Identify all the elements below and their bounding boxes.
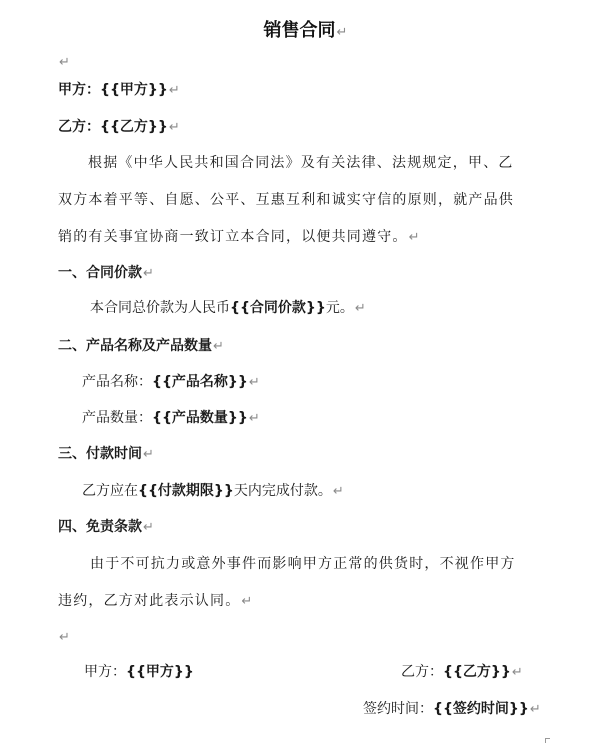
contract-price-placeholder: {{合同价款}} bbox=[230, 300, 326, 316]
body-text: 由于不可抗力或意外事件而影响甲方正常的供货时，不视作甲方 bbox=[90, 556, 516, 572]
intro-line-3 bbox=[58, 227, 421, 248]
signing-date-label: 签约时间： bbox=[363, 701, 433, 717]
paragraph-mark: ↵ bbox=[213, 339, 224, 354]
signature-party-b-placeholder: {{乙方}} bbox=[443, 664, 511, 680]
product-quantity-label: 产品数量： bbox=[82, 410, 152, 426]
signature-party-a bbox=[84, 662, 194, 682]
party-b-placeholder: {{乙方}} bbox=[100, 119, 168, 135]
section-heading: 四、免责条款 bbox=[58, 519, 142, 535]
paragraph-mark: ↵ bbox=[332, 484, 344, 499]
party-a-label: 甲方： bbox=[58, 82, 100, 98]
section-1-body bbox=[90, 298, 366, 319]
paragraph-mark: ↵ bbox=[408, 230, 421, 245]
paragraph-mark: ↵ bbox=[248, 375, 260, 390]
intro-text: 销的有关事宜协商一致订立本合同，以便共同遵守。 bbox=[58, 229, 408, 245]
party-b-line bbox=[58, 117, 180, 138]
signature-party-a-placeholder: {{甲方}} bbox=[126, 664, 194, 680]
body-text: 元。 bbox=[325, 300, 354, 316]
body-text: 本合同总价款为人民币 bbox=[90, 300, 230, 316]
section-4-line-2 bbox=[58, 591, 254, 612]
signing-date-line bbox=[363, 699, 541, 720]
signature-party-b bbox=[401, 662, 523, 683]
payment-term-placeholder: {{付款期限}} bbox=[138, 483, 234, 499]
product-name-line bbox=[82, 372, 260, 393]
section-3-heading bbox=[58, 444, 154, 465]
section-4-line-1 bbox=[90, 554, 516, 574]
product-name-placeholder: {{产品名称}} bbox=[152, 374, 248, 390]
body-text: 违约，乙方对此表示认同。 bbox=[58, 593, 241, 609]
paragraph-mark: ↵ bbox=[143, 520, 154, 535]
product-quantity-line bbox=[82, 408, 260, 429]
section-heading: 一、合同价款 bbox=[58, 265, 142, 281]
intro-text: 根据《中华人民共和国合同法》及有关法律、法规规定，甲、乙 bbox=[88, 155, 514, 171]
section-3-body bbox=[82, 481, 344, 502]
section-heading: 三、付款时间 bbox=[58, 446, 142, 462]
product-name-label: 产品名称： bbox=[82, 374, 152, 390]
paragraph-mark: ↵ bbox=[336, 25, 348, 40]
section-1-heading bbox=[58, 263, 154, 284]
signing-date-placeholder: {{签约时间}} bbox=[433, 701, 529, 717]
party-b-label: 乙方： bbox=[58, 119, 100, 135]
signature-party-b-label: 乙方： bbox=[401, 664, 443, 680]
paragraph-mark: ↵ bbox=[354, 301, 366, 316]
intro-line-2 bbox=[58, 190, 514, 210]
section-4-heading bbox=[58, 517, 154, 538]
party-a-line bbox=[58, 80, 180, 101]
paragraph-mark: ↵ bbox=[143, 447, 154, 462]
paragraph-mark: ↵ bbox=[168, 120, 180, 135]
paragraph-mark: ↵ bbox=[59, 630, 70, 645]
paragraph-mark: ↵ bbox=[59, 55, 70, 70]
empty-paragraph bbox=[58, 52, 70, 73]
product-quantity-placeholder: {{产品数量}} bbox=[152, 410, 248, 426]
paragraph-mark: ↵ bbox=[511, 665, 523, 680]
paragraph-mark: ↵ bbox=[241, 594, 254, 609]
intro-text: 双方本着平等、自愿、公平、互惠互利和诚实守信的原则，就产品供 bbox=[58, 192, 514, 208]
title-text: 销售合同 bbox=[263, 20, 336, 41]
empty-paragraph bbox=[58, 627, 70, 648]
paragraph-mark: ↵ bbox=[168, 83, 180, 98]
section-2-heading bbox=[58, 336, 224, 357]
paragraph-mark: ↵ bbox=[248, 411, 260, 426]
paragraph-mark: ↵ bbox=[529, 702, 541, 717]
section-heading: 二、产品名称及产品数量 bbox=[58, 338, 212, 354]
signature-party-a-label: 甲方： bbox=[84, 664, 126, 680]
paragraph-mark: ↵ bbox=[143, 266, 154, 281]
body-text: 天内完成付款。 bbox=[233, 483, 332, 499]
intro-line-1 bbox=[88, 153, 514, 173]
party-a-placeholder: {{甲方}} bbox=[100, 82, 168, 98]
document-title bbox=[0, 18, 611, 46]
page-corner-mark bbox=[545, 738, 550, 743]
body-text: 乙方应在 bbox=[82, 483, 138, 499]
